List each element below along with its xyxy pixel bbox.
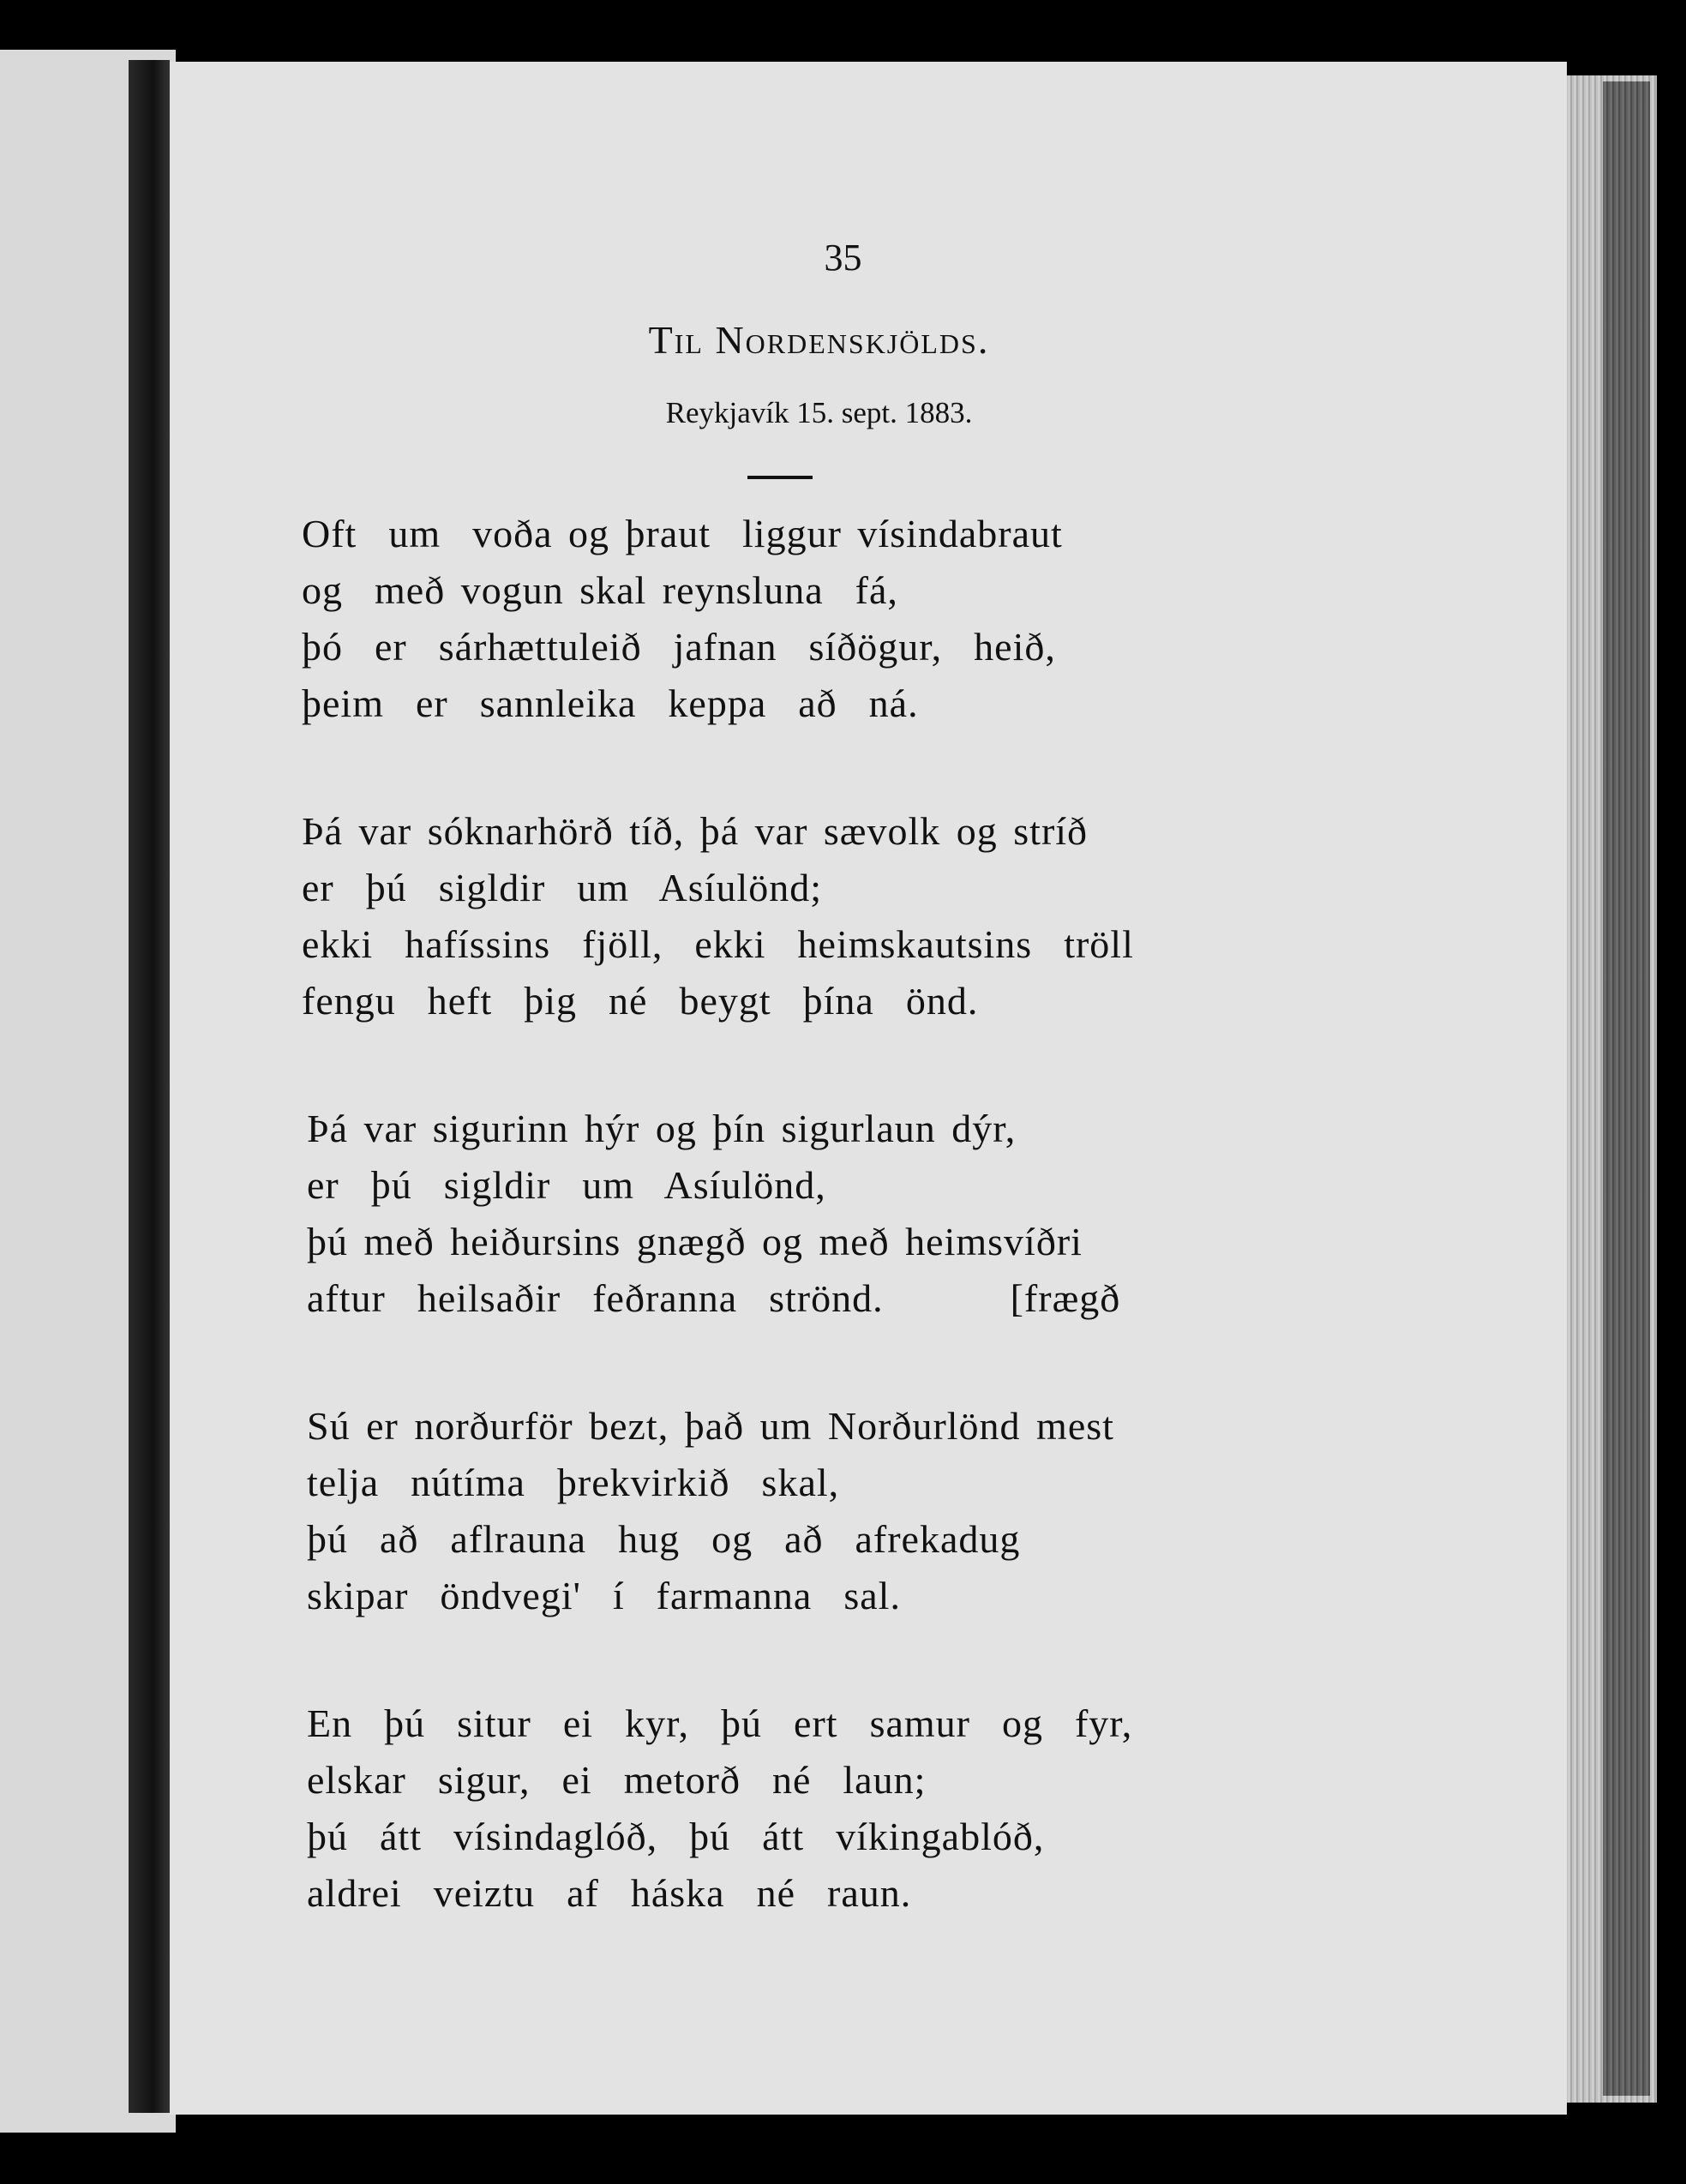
- book-gutter: [129, 60, 170, 2113]
- poem-body: [302, 506, 1296, 1993]
- poem-line: Þá var sóknarhörð tíð, þá var sævolk og stríð: [302, 809, 1089, 853]
- poem-line: þeim er sannleika keppa að ná.: [302, 681, 919, 725]
- poem-line: og með vogun skal reynsluna fá,: [302, 568, 898, 612]
- poem-line: telja nútíma þrekvirkið skal,: [307, 1461, 840, 1504]
- poem-line: ekki hafíssins fjöll, ekki heimskautsins tröll: [302, 922, 1134, 966]
- poem-line: elskar sigur, ei metorð né laun;: [307, 1758, 927, 1802]
- stanza-3: [302, 1101, 1296, 1327]
- poem-line: Sú er norðurför bezt, það um Norðurlönd mest: [307, 1404, 1114, 1448]
- page-stack-shadow: [1603, 81, 1650, 2096]
- poem-line: Oft um voða og þraut liggur vísindabraut: [302, 512, 1063, 555]
- poem-line: En þú situr ei kyr, þú ert samur og fyr,: [307, 1701, 1133, 1745]
- poem-line: skipar öndvegi' í farmanna sal.: [307, 1574, 901, 1617]
- stanza-2: [302, 803, 1296, 1029]
- poem-line: fengu heft þig né beygt þína önd.: [302, 979, 979, 1023]
- poem-line: er þú sigldir um Asíulönd,: [307, 1163, 826, 1207]
- poem-line: þó er sárhættuleið jafnan síðögur, heið,: [302, 625, 1056, 669]
- poem-line: þú að aflrauna hug og að afrekadug: [307, 1517, 1021, 1561]
- poem-line: þú með heiðursins gnægð og með heimsvíðri: [307, 1220, 1083, 1263]
- poem-line: aftur heilsaðir feðranna strönd. [frægð: [307, 1276, 1121, 1320]
- poem-line: er þú sigldir um Asíulönd;: [302, 866, 822, 909]
- poem-line: Þá var sigurinn hýr og þín sigurlaun dýr,: [307, 1107, 1017, 1150]
- stanza-4: [302, 1398, 1296, 1624]
- title-rule: [747, 476, 813, 479]
- poem-line: aldrei veiztu af háska né raun.: [307, 1871, 912, 1915]
- poem-title: Til Nordenskjölds.: [648, 318, 990, 362]
- stanza-1: [302, 506, 1296, 732]
- stanza-5: [302, 1695, 1296, 1922]
- poem-line: þú átt vísindaglóð, þú átt víkingablóð,: [307, 1815, 1045, 1858]
- poem-dateline: Reykjavík 15. sept. 1883.: [665, 396, 973, 429]
- page-number: 35: [824, 237, 862, 279]
